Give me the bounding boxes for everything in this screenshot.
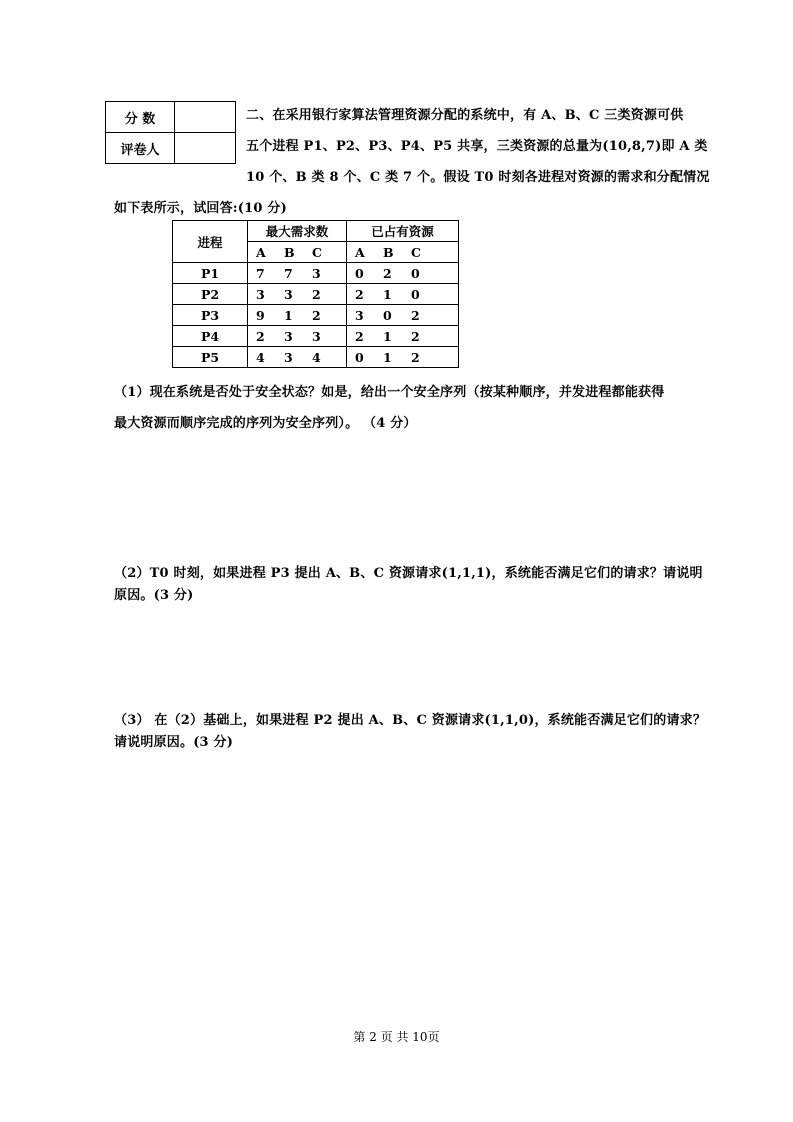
max-cells [248,308,346,323]
alloc-a: 0 [355,265,364,281]
max-a: 7 [256,265,265,281]
max-cells [248,287,346,302]
alloc-b: 2 [383,265,392,281]
alloc-b: 1 [383,328,392,344]
process-cell: P4 [173,326,248,347]
subquestion-1-line-2: 最大资源而顺序完成的序列为安全序列）。 （4 分） [114,416,417,431]
page-footer: 第 2 页 共 10页 [353,1030,440,1044]
subheader-alloc-b: B [383,244,394,260]
alloc-cells [347,308,458,323]
subheader-alloc-a: A [355,244,365,260]
subquestion-1-line-1: （1）现在系统是否处于安全状态？如是，给出一个安全序列（按某种顺序，并发进程都能获得 [114,385,665,400]
max-a: 2 [256,328,265,344]
alloc-b: 1 [383,349,392,365]
alloc-b: 0 [383,307,392,323]
score-value-cell[interactable] [175,102,236,133]
resource-table [172,220,459,368]
alloc-a: 0 [355,349,364,365]
max-b: 3 [284,286,293,302]
score-box [105,101,236,164]
subheader-max-a: A [256,244,266,260]
alloc-c: 2 [411,328,420,344]
alloc-b: 1 [383,286,392,302]
grader-value-cell[interactable] [175,133,236,164]
subheader-alloc-c: C [411,244,421,260]
max-a: 4 [256,349,265,365]
subquestion-2-line-1: （2）T0 时刻，如果进程 P3 提出 A、B、C 资源请求(1,1,1)，系统能否满足它们的请求？请说明 [114,566,703,581]
process-cell: P2 [173,284,248,305]
process-cell: P1 [173,263,248,284]
max-c: 4 [312,349,321,365]
alloc-a: 3 [355,307,364,323]
table-row [173,263,459,284]
subquestion-2-line-2: 原因。(3 分) [114,588,194,603]
subheader-max [248,245,346,260]
max-c: 3 [312,265,321,281]
grader-label: 评卷人 [106,133,175,164]
header-allocated: 已占有资源 [347,221,459,242]
subquestion-3-line-1: （3） 在（2）基础上，如果进程 P2 提出 A、B、C 资源请求(1,1,0)，系统能否满足它们的请求？ [114,713,707,728]
alloc-cells [347,350,458,365]
alloc-a: 2 [355,328,364,344]
max-b: 7 [284,265,293,281]
header-max-demand: 最大需求数 [248,221,347,242]
question-line-2: 五个进程 P1、P2、P3、P4、P5 共享，三类资源的总量为(10,8,7)即 A 类 [246,139,708,154]
max-a: 3 [256,286,265,302]
process-cell: P5 [173,347,248,368]
table-row [173,326,459,347]
alloc-cells [347,266,458,281]
question-line-4: 如下表所示，试回答:(10 分) [114,201,287,216]
subquestion-3-line-2: 请说明原因。(3 分) [114,735,234,750]
score-label: 分 数 [106,102,175,133]
alloc-c: 0 [411,265,420,281]
max-cells [248,266,346,281]
alloc-cells [347,287,458,302]
max-b: 3 [284,328,293,344]
alloc-a: 2 [355,286,364,302]
question-line-3: 10 个、B 类 8 个、C 类 7 个。假设 T0 时刻各进程对资源的需求和分配情况 [246,170,710,185]
alloc-c: 2 [411,349,420,365]
max-c: 2 [312,307,321,323]
max-b: 1 [284,307,293,323]
table-row [173,305,459,326]
max-c: 3 [312,328,321,344]
alloc-c: 0 [411,286,420,302]
alloc-cells [347,329,458,344]
alloc-c: 2 [411,307,420,323]
table-row [173,284,459,305]
subheader-alloc [347,245,458,260]
max-cells [248,329,346,344]
table-row [173,347,459,368]
max-b: 3 [284,349,293,365]
subheader-max-c: C [312,244,322,260]
question-line-1: 二、在采用银行家算法管理资源分配的系统中，有 A、B、C 三类资源可供 [246,108,684,123]
subheader-max-b: B [284,244,295,260]
header-process: 进程 [173,221,248,263]
max-cells [248,350,346,365]
max-c: 2 [312,286,321,302]
max-a: 9 [256,307,265,323]
process-cell: P3 [173,305,248,326]
